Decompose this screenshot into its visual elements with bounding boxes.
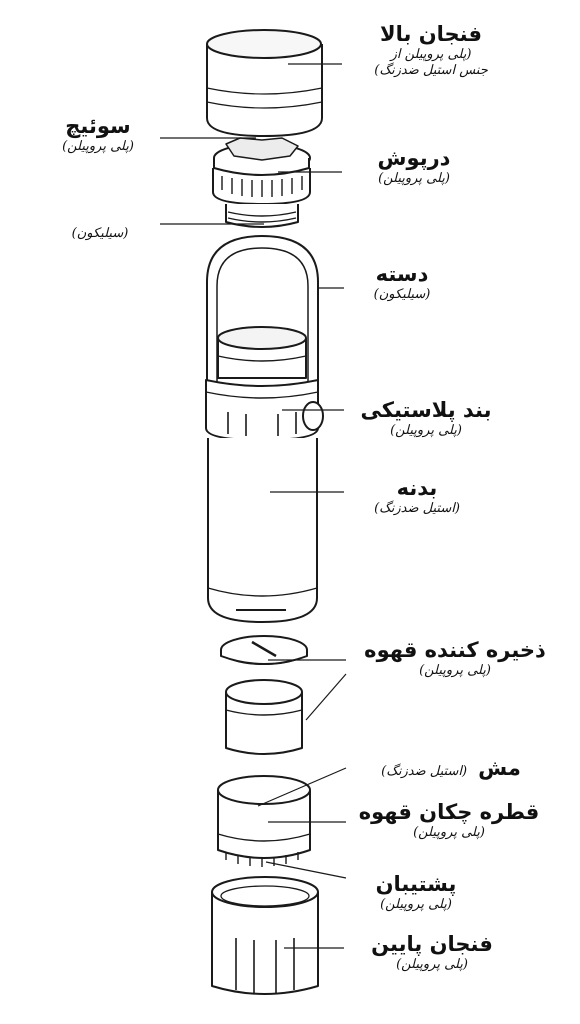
label-material: (پلی پروپیلن) [380, 897, 452, 913]
label-material: (پلی پروپیلن از [390, 47, 472, 63]
label-mesh [358, 756, 544, 781]
label-material: (پلی پروپیلن) [378, 171, 450, 187]
neck-drawing [218, 327, 306, 378]
label-title: قطره چکان قهوه [358, 800, 540, 824]
label-title: بند پلاستیکی [360, 398, 492, 422]
label-material: (پلی پروپیلن) [62, 139, 134, 155]
label-material: (پلی پروپیلن) [390, 423, 462, 439]
label-coffee-dripper [354, 800, 544, 841]
label-title: پشتیبان [375, 872, 457, 896]
label-material: جنس استیل ضدزنگ) [374, 62, 488, 78]
label-coffee-storage [350, 638, 560, 679]
label-title: درپوش [377, 146, 451, 170]
label-material: (سیلیکون) [71, 226, 129, 241]
coffee-storage-cup-drawing [226, 680, 302, 754]
label-material: (پلی پروپیلن) [396, 957, 468, 973]
label-title: فنجان پایین [371, 932, 493, 956]
label-material: (استیل ضدزنگ) [374, 501, 460, 517]
lid-drawing [213, 138, 310, 204]
top-cup-drawing [207, 30, 322, 136]
label-title: ذخیره کننده قهوه [364, 638, 546, 662]
label-material: (سیلیکون) [373, 287, 431, 303]
label-lid [354, 146, 474, 187]
label-material: (پلی پروپیلن) [419, 663, 491, 679]
label-title: مش [478, 756, 521, 780]
label-plastic-band [346, 398, 506, 439]
label-support [356, 872, 476, 913]
label-material: (استیل ضدزنگ) [381, 764, 468, 779]
label-title: دسته [375, 262, 429, 286]
leader-support [266, 862, 346, 878]
label-body [350, 476, 484, 517]
label-top-cup [362, 22, 500, 78]
body-drawing [208, 438, 317, 622]
label-seal [50, 226, 150, 242]
label-title: سوئیچ [65, 114, 131, 138]
label-switch [36, 114, 160, 155]
label-title: بدنه [396, 476, 438, 500]
label-bottom-cup [352, 932, 512, 973]
label-title: فنجان بالا [380, 22, 482, 46]
label-material: (پلی پروپیلن) [413, 825, 485, 841]
label-handle [352, 262, 452, 303]
bottom-cup-drawing [212, 877, 318, 994]
leader-coffee-storage-2 [306, 674, 346, 720]
